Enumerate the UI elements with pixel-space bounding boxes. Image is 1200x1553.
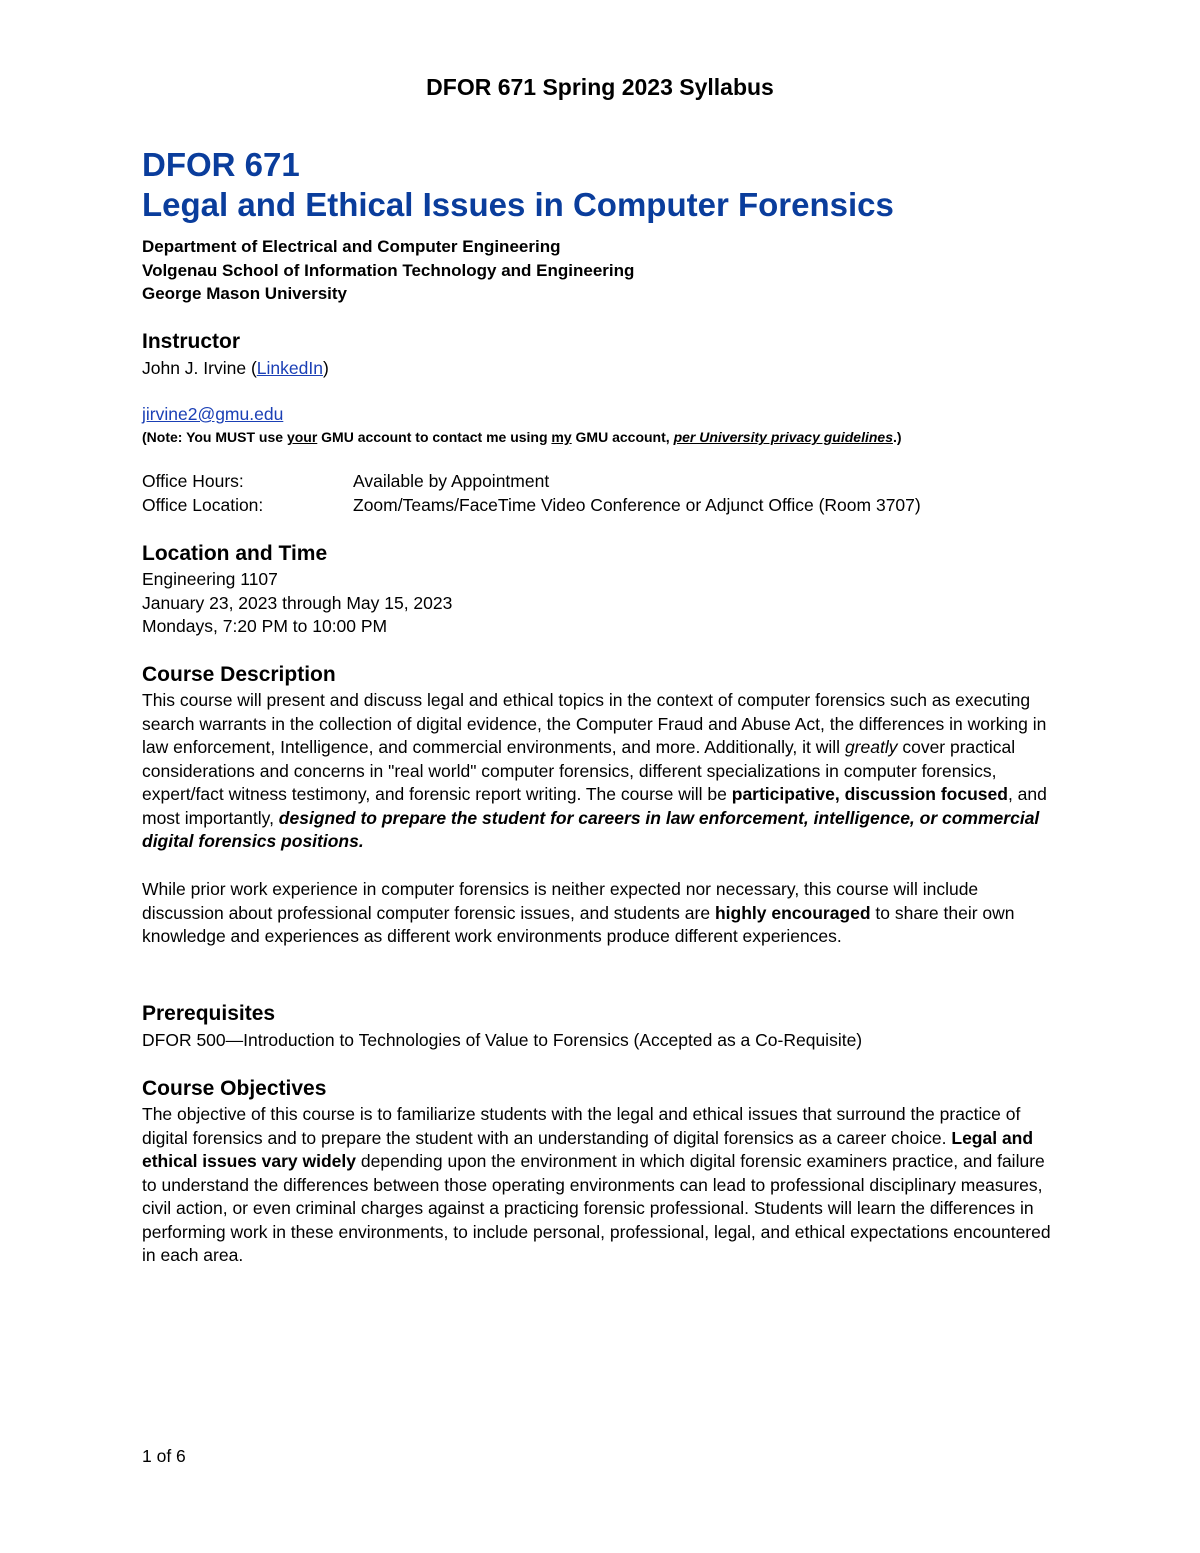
affiliation-block: [142, 235, 634, 306]
office-info: [142, 470, 1072, 517]
description-paragraph-2: [142, 878, 1057, 949]
linkedin-link[interactable]: LinkedIn: [256, 358, 323, 378]
instructor-name-close: ): [322, 358, 329, 378]
description-paragraph-1: [142, 689, 1057, 854]
location-time-heading: Location and Time: [142, 542, 328, 565]
office-location-row: [142, 494, 1072, 518]
office-hours-value: Available by Appointment: [353, 471, 550, 491]
school: Volgenau School of Information Technology and Engineering: [142, 260, 635, 280]
note-part: .): [892, 429, 902, 445]
desc-bold: highly encouraged: [714, 902, 871, 923]
desc-text: While prior work experience in computer forensics is neither expected nor necessary, this course will include discussion about professional computer forensic issues, and students are: [142, 879, 979, 923]
desc-emphasis: greatly: [844, 737, 898, 757]
location-time-block: [142, 568, 1072, 639]
office-hours-row: [142, 470, 1072, 494]
obj-text: The objective of this course is to familiarize students with the legal and ethical issues that surround the practice of digital forensics and to prepare the student with an understanding of digital forensics as a career choice.: [142, 1104, 1021, 1148]
course-name: Legal and Ethical Issues in Computer Forensics: [142, 186, 894, 223]
note-part: (Note: You MUST use: [142, 429, 287, 445]
office-location-value: Zoom/Teams/FaceTime Video Conference or Adjunct Office (Room 3707): [353, 494, 921, 515]
desc-text: , and most importantly,: [142, 784, 1047, 828]
obj-bold: Legal and ethical issues vary widely: [142, 1127, 1034, 1171]
email-note: [142, 427, 1072, 447]
note-part: your: [286, 429, 318, 445]
course-code: DFOR 671: [142, 146, 300, 183]
prerequisites-text: DFOR 500—Introduction to Technologies of Value to Forensics (Accepted as a Co-Requisite): [142, 1030, 863, 1050]
university: George Mason University: [142, 284, 348, 303]
description-heading: Course Description: [142, 663, 336, 686]
note-part: my: [551, 429, 572, 445]
note-part: per University privacy guidelines: [673, 429, 893, 445]
office-hours-label: Office Hours:: [142, 471, 244, 491]
location-room: Engineering 1107: [142, 569, 278, 589]
objectives-paragraph: [142, 1103, 1062, 1268]
desc-text: to share their own knowledge and experiences as different work environments produce different experiences.: [142, 902, 1015, 946]
desc-bold: participative, discussion focused: [731, 784, 1008, 804]
desc-text: cover practical considerations and concerns in "real world" computer forensics, different specializations in computer forensics, expert/fact witness testimony, and forensic report writing. The course will be: [142, 737, 1016, 804]
objectives-heading: Course Objectives: [142, 1077, 327, 1100]
prerequisites-heading: Prerequisites: [142, 1002, 276, 1025]
instructor-name-text: John J. Irvine (: [142, 358, 257, 378]
instructor-email-link[interactable]: jirvine2@gmu.edu: [142, 404, 284, 424]
office-location-label: Office Location:: [142, 494, 264, 515]
desc-bold-italic: designed to prepare the student for careers in law enforcement, intelligence, or commercial digital forensics positions.: [142, 807, 1040, 851]
course-title-block: [142, 145, 894, 225]
location-dates: January 23, 2023 through May 15, 2023: [142, 592, 453, 613]
note-part: GMU account to contact me using: [317, 429, 552, 445]
desc-text: This course will present and discuss legal and ethical topics in the context of computer forensics such as executing search warrants in the collection of digital evidence, the Computer Fraud and Abuse Act, the differences in working in law enforcement, Intelligence, and commercial environments, and more. Additionally, it will: [142, 690, 1047, 757]
obj-text: depending upon the environment in which digital forensic examiners practice, and failure to understand the differences between those operating environments can lead to professional disciplinary measures, civil action, or even criminal charges against a practicing forensic professional. Students will learn the differences in performing work in these environments, to include personal, professional, legal, and ethical expectations encountered in each area.: [142, 1151, 1051, 1265]
instructor-heading: Instructor: [142, 330, 241, 353]
instructor-name: [142, 357, 1072, 381]
page-header: DFOR 671 Spring 2023 Syllabus: [426, 74, 774, 100]
department: Department of Electrical and Computer Engineering: [142, 237, 561, 256]
page-number: 1 of 6: [142, 1446, 186, 1466]
location-schedule: Mondays, 7:20 PM to 10:00 PM: [142, 616, 388, 636]
instructor-email-line: [142, 403, 1072, 427]
note-part: GMU account,: [571, 429, 674, 445]
